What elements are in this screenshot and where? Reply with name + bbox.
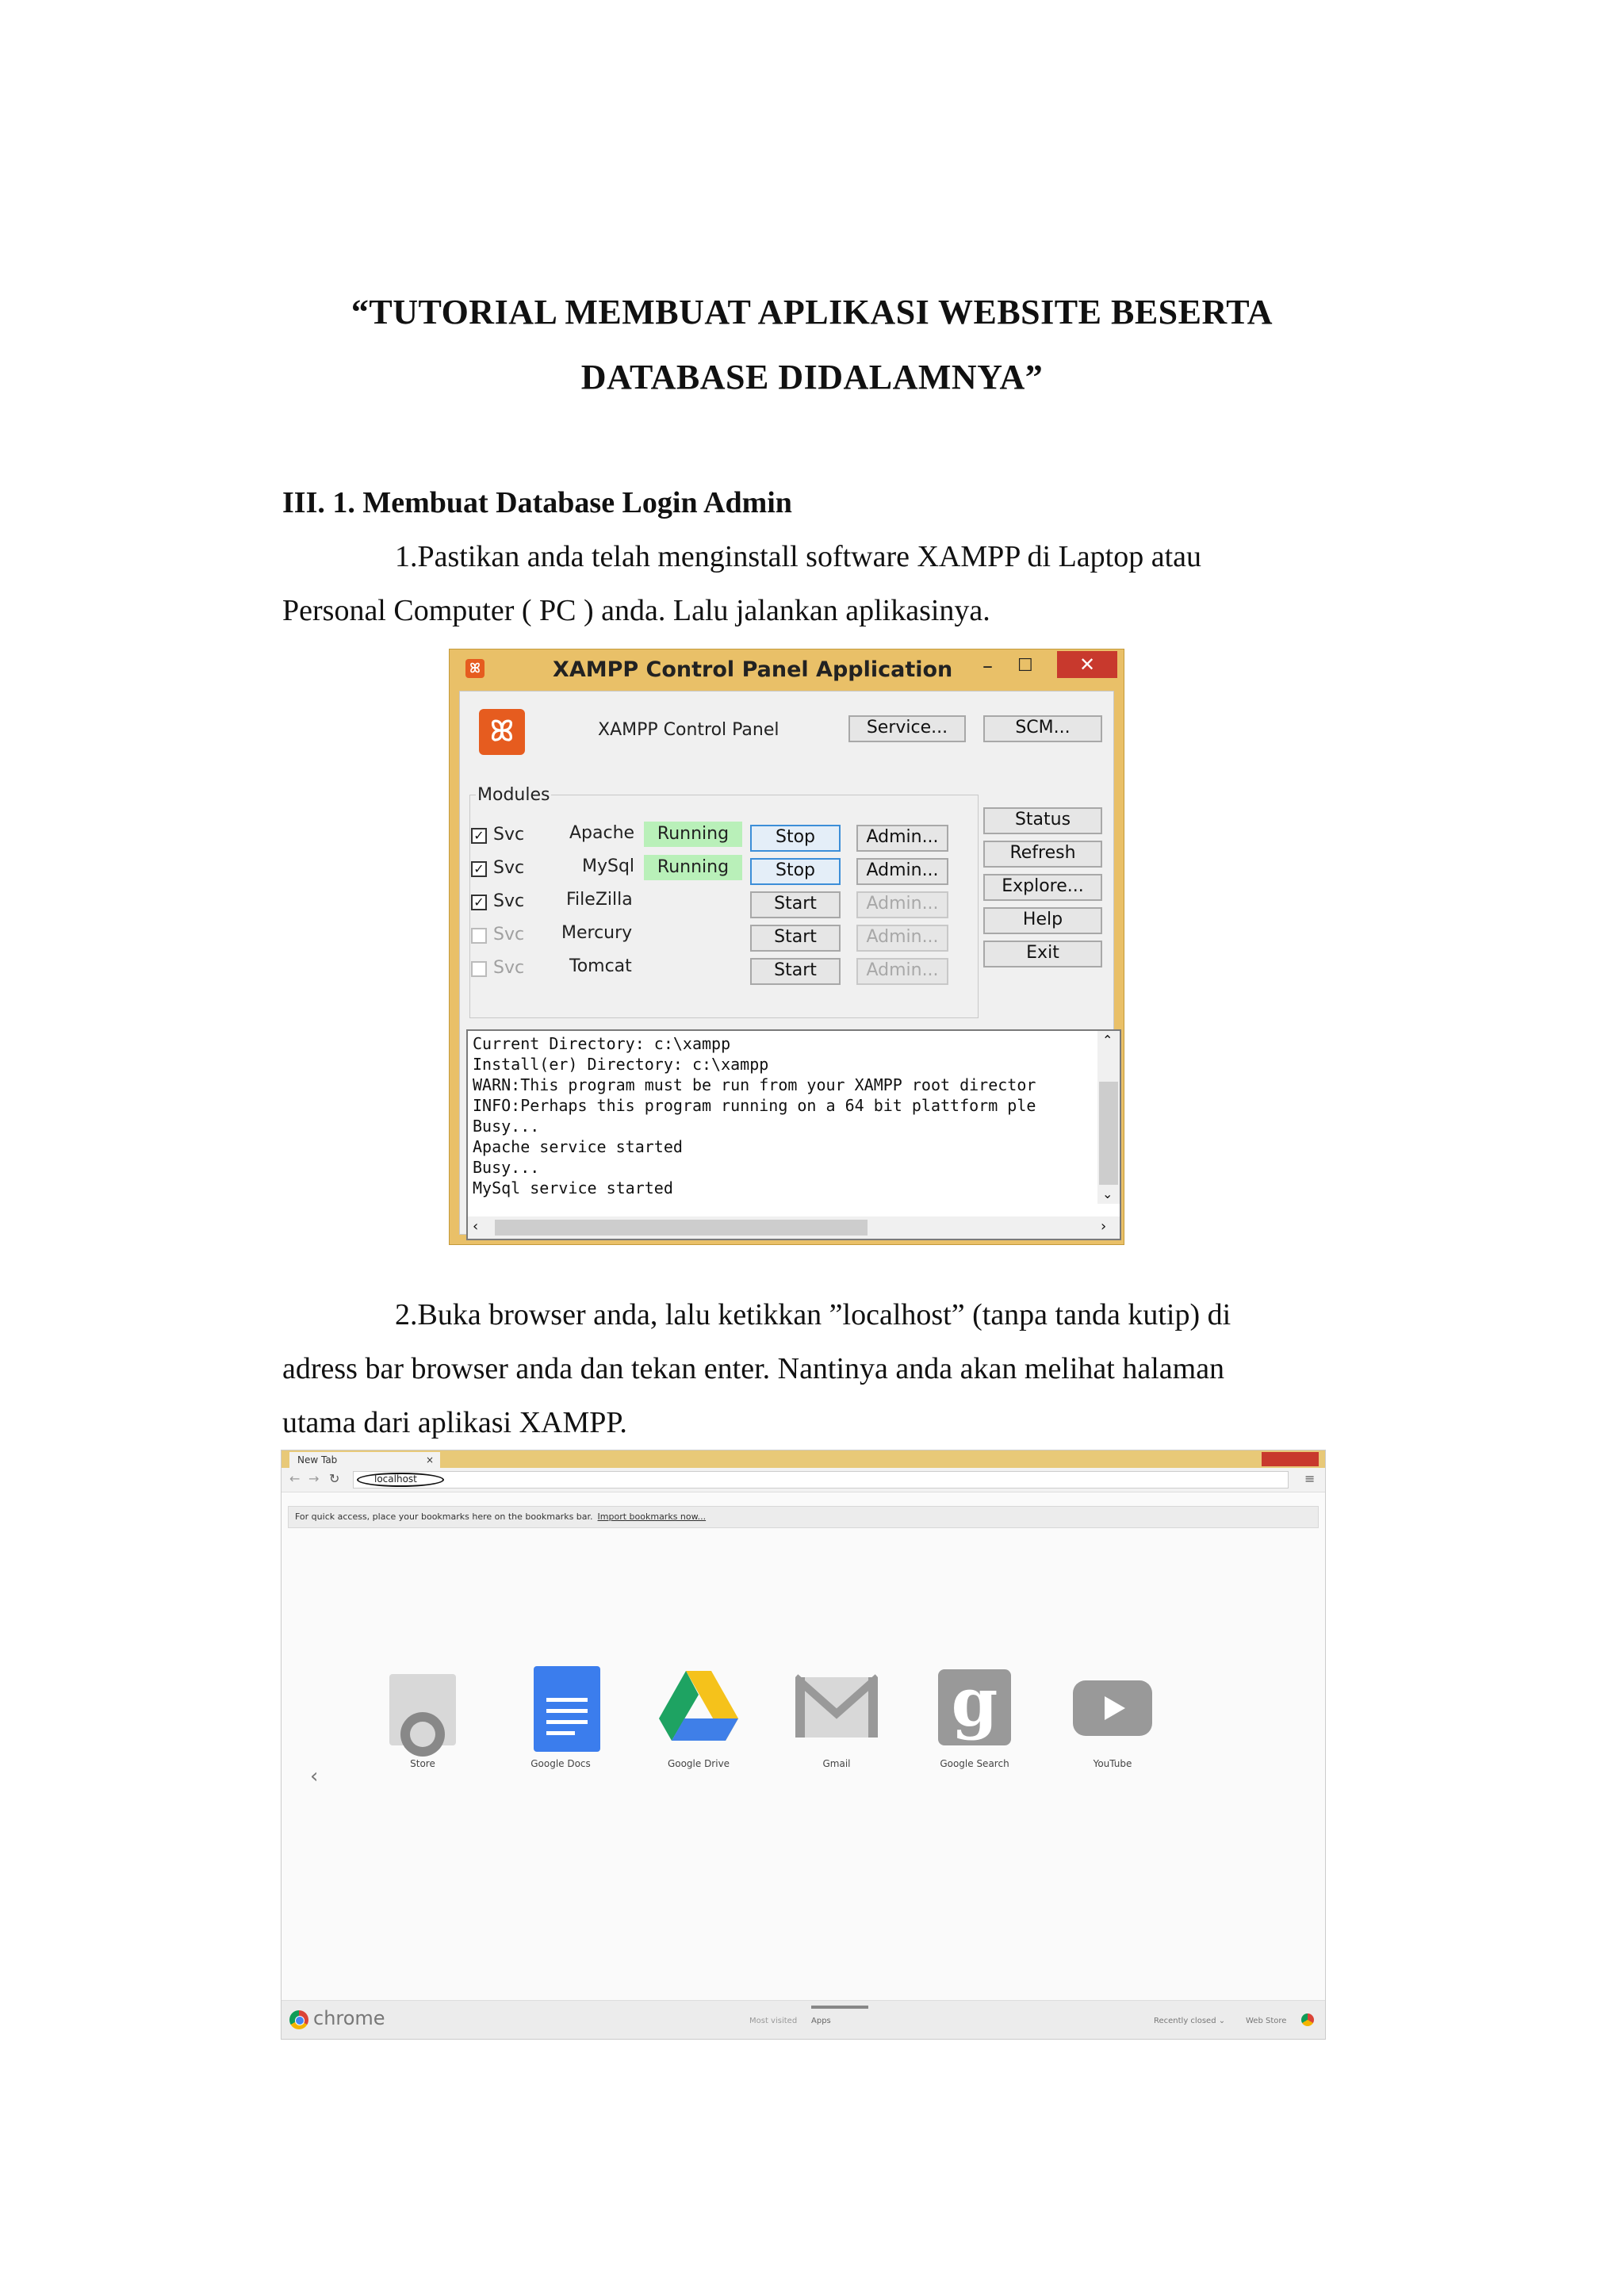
app-gmail[interactable] <box>773 1666 900 1769</box>
chrome-toolbar <box>282 1468 1325 1492</box>
tab-label: New Tab <box>297 1454 338 1466</box>
start-tomcat-button[interactable]: Start <box>750 958 841 985</box>
app-label: YouTube <box>1093 1758 1132 1769</box>
status-button[interactable]: Status <box>983 807 1102 834</box>
panel-title: XAMPP Control Panel <box>598 720 779 740</box>
svc-label: Svc <box>493 958 525 978</box>
chrome-titlebar <box>282 1450 1325 1468</box>
module-name-apache: Apache <box>569 823 635 843</box>
xampp-panel <box>459 691 1114 1235</box>
menu-icon[interactable]: ≡ <box>1304 1471 1316 1486</box>
app-label: Store <box>410 1758 435 1769</box>
xampp-titlebar <box>450 649 1124 688</box>
bookmarks-bar <box>288 1506 1319 1528</box>
web-store-icon[interactable] <box>1301 2013 1314 2026</box>
import-bookmarks-link[interactable]: Import bookmarks now... <box>597 1511 707 1522</box>
admin-apache-button[interactable]: Admin... <box>856 825 948 852</box>
svc-label: Svc <box>493 891 525 911</box>
address-text: localhost <box>374 1473 417 1485</box>
close-button[interactable]: ✕ <box>1057 651 1117 678</box>
start-mercury-button[interactable]: Start <box>750 925 841 952</box>
recently-closed-menu[interactable]: Recently closed ⌄ <box>1154 2017 1226 2025</box>
step2-line1: 2.Buka browser anda, lalu ketikkan ”localhost” (tanpa tanda kutip) di <box>395 1298 1231 1331</box>
module-name-tomcat: Tomcat <box>569 956 632 976</box>
scroll-up-icon[interactable]: ⌃ <box>1102 1033 1113 1048</box>
chrome-window <box>281 1450 1326 2040</box>
app-google-search[interactable] <box>911 1663 1038 1769</box>
gmail-icon <box>795 1666 878 1749</box>
step1-line1: 1.Pastikan anda telah menginstall software XAMPP di Laptop atau <box>395 540 1202 573</box>
log-line: Busy... <box>473 1117 540 1136</box>
module-name-mysql: MySql <box>582 856 635 876</box>
module-name-filezilla: FileZilla <box>566 890 633 910</box>
app-label: Google Drive <box>667 1758 730 1769</box>
admin-mercury-button[interactable]: Admin... <box>856 925 948 952</box>
svc-checkbox[interactable] <box>471 961 487 977</box>
log-console[interactable] <box>466 1029 1121 1240</box>
chrome-brand: chrome <box>313 2007 385 2029</box>
step2-line3: utama dari aplikasi XAMPP. <box>282 1406 627 1439</box>
svc-checkbox[interactable] <box>471 928 487 944</box>
app-store[interactable] <box>359 1666 486 1769</box>
scroll-thumb[interactable] <box>1099 1082 1118 1185</box>
previous-page-icon[interactable]: ‹ <box>310 1764 319 1788</box>
log-line: MySql service started <box>473 1178 673 1197</box>
xampp-small-logo-icon: ꕤ <box>465 659 485 678</box>
log-line: WARN:This program must be run from your XAMPP root director <box>473 1075 1036 1094</box>
log-line: Install(er) Directory: c:\xampp <box>473 1055 769 1074</box>
back-icon[interactable]: ← <box>289 1471 301 1486</box>
svc-label: Svc <box>493 858 525 878</box>
document-title-line2: DATABASE DIDALAMNYA” <box>580 358 1044 397</box>
step2-line2: adress bar browser anda dan tekan enter. Nantinya anda akan melihat halaman <box>282 1352 1225 1385</box>
step1-line2: Personal Computer ( PC ) anda. Lalu jalankan aplikasinya. <box>282 594 990 627</box>
maximize-button[interactable]: ☐ <box>1017 656 1033 676</box>
app-label: Google Docs <box>530 1758 591 1769</box>
scroll-left-icon[interactable]: ‹ <box>473 1218 479 1235</box>
svc-checkbox[interactable]: ✓ <box>471 861 487 877</box>
start-filezilla-button[interactable]: Start <box>750 891 841 918</box>
web-store-link[interactable]: Web Store <box>1246 2017 1287 2025</box>
horizontal-scrollbar[interactable] <box>468 1216 1120 1239</box>
refresh-button[interactable]: Refresh <box>983 841 1102 868</box>
svc-checkbox[interactable]: ✓ <box>471 828 487 844</box>
vertical-scrollbar[interactable] <box>1097 1031 1120 1204</box>
google-search-icon: g <box>933 1666 1016 1749</box>
chrome-footer <box>282 2000 1325 2039</box>
xampp-logo-icon: ꕤ <box>479 709 525 755</box>
app-label: Google Search <box>940 1758 1009 1769</box>
tab-close-icon[interactable]: × <box>425 1454 434 1466</box>
document-title-line1: “TUTORIAL MEMBUAT APLIKASI WEBSITE BESERTA <box>350 293 1274 331</box>
log-line: Busy... <box>473 1158 540 1177</box>
stop-apache-button[interactable]: Stop <box>750 825 841 852</box>
log-line: Current Directory: c:\xampp <box>473 1034 731 1053</box>
apps-tab[interactable]: Apps <box>811 2017 831 2025</box>
bookmarks-hint: For quick access, place your bookmarks here on the bookmarks bar. <box>295 1511 593 1522</box>
section-heading: III. 1. Membuat Database Login Admin <box>282 486 792 519</box>
scroll-right-icon[interactable]: › <box>1101 1218 1107 1235</box>
status-badge: Running <box>644 822 742 847</box>
google-drive-icon <box>657 1666 740 1749</box>
module-name-mercury: Mercury <box>561 923 633 943</box>
address-bar[interactable] <box>353 1471 1289 1488</box>
admin-mysql-button[interactable]: Admin... <box>856 858 948 885</box>
chrome-logo-icon <box>289 2010 308 2029</box>
app-label: Gmail <box>822 1758 851 1769</box>
explore-button[interactable]: Explore... <box>983 874 1102 901</box>
scm-button[interactable]: SCM... <box>983 715 1102 742</box>
store-icon <box>381 1666 464 1749</box>
svc-label: Svc <box>493 925 525 944</box>
log-line: INFO:Perhaps this program running on a 64 bit plattform ple <box>473 1096 1036 1115</box>
chrome-close-button[interactable] <box>1262 1452 1319 1466</box>
status-badge: Running <box>644 855 742 880</box>
reload-icon[interactable]: ↻ <box>329 1471 340 1486</box>
app-youtube[interactable] <box>1049 1666 1176 1769</box>
stop-mysql-button[interactable]: Stop <box>750 858 841 885</box>
minimize-button[interactable]: – <box>982 654 993 678</box>
scroll-down-icon[interactable]: ⌄ <box>1102 1186 1113 1201</box>
app-google-drive[interactable] <box>635 1666 762 1769</box>
most-visited-tab[interactable]: Most visited <box>749 2017 798 2025</box>
xampp-window-title: XAMPP Control Panel Application <box>553 657 953 682</box>
xampp-window <box>449 649 1124 1245</box>
admin-filezilla-button[interactable]: Admin... <box>856 891 948 918</box>
scroll-thumb[interactable] <box>495 1220 868 1236</box>
svc-checkbox[interactable]: ✓ <box>471 895 487 910</box>
forward-icon[interactable]: → <box>308 1471 320 1486</box>
apps-tab-indicator <box>811 2006 868 2009</box>
log-line: Apache service started <box>473 1137 683 1156</box>
google-docs-icon <box>519 1666 602 1749</box>
modules-label: Modules <box>477 785 550 805</box>
help-button[interactable]: Help <box>983 907 1102 934</box>
youtube-icon <box>1071 1666 1154 1749</box>
svc-label: Svc <box>493 825 525 845</box>
service-button[interactable]: Service... <box>848 715 966 742</box>
app-google-docs[interactable] <box>497 1666 624 1769</box>
exit-button[interactable]: Exit <box>983 941 1102 967</box>
chrome-tab[interactable] <box>289 1452 440 1468</box>
admin-tomcat-button[interactable]: Admin... <box>856 958 948 985</box>
